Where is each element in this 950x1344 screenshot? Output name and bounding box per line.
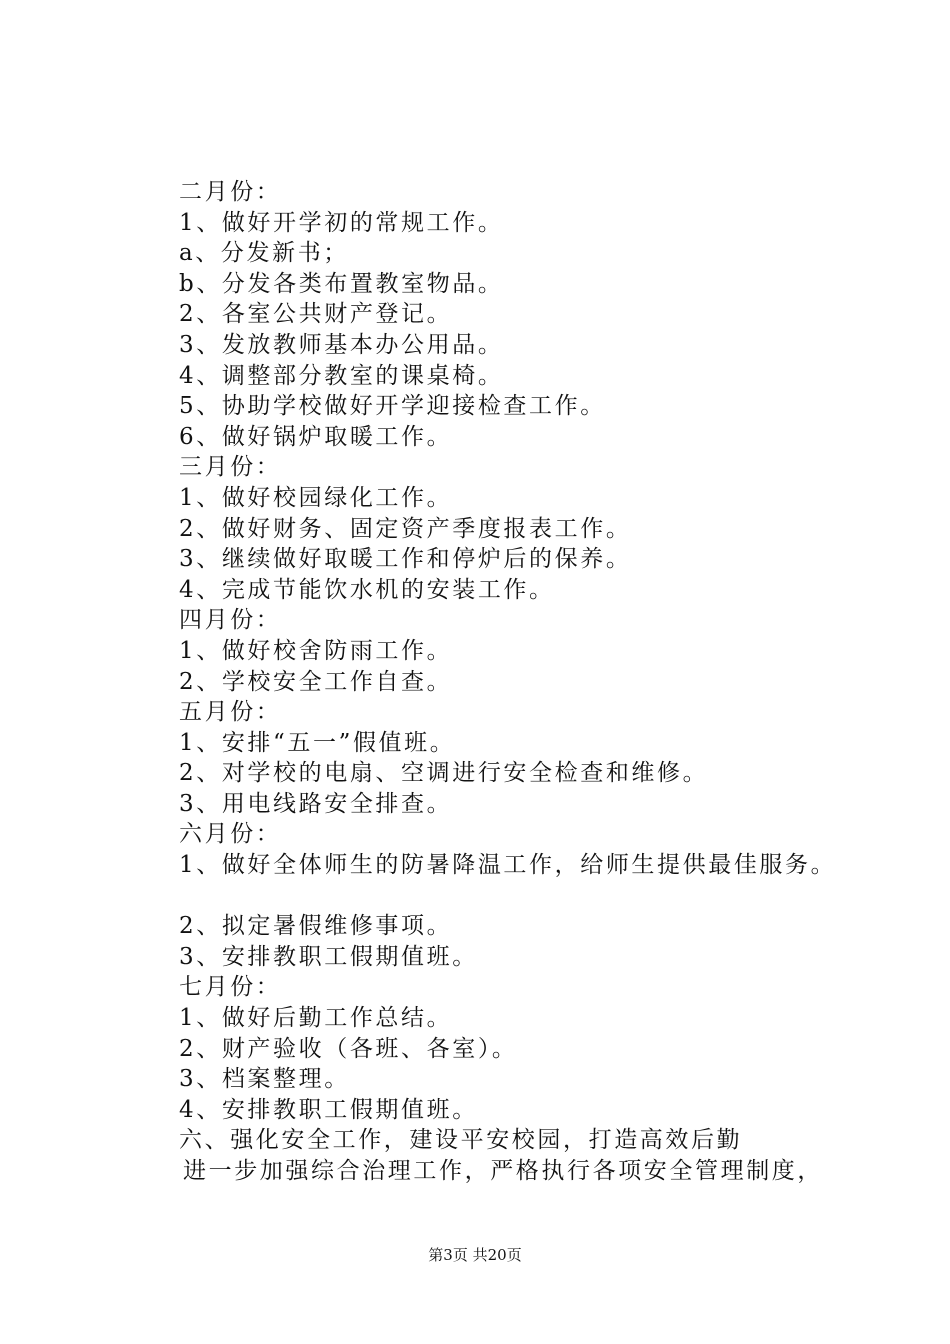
document-body <box>179 177 869 1187</box>
text-line: 2、做好财务、固定资产季度报表工作。 <box>179 515 632 542</box>
heading-february: 二月份： <box>179 179 282 205</box>
heading-april: 四月份： <box>179 607 282 634</box>
text-line: a、分发新书； <box>179 240 349 267</box>
text-line: 1、做好开学初的常规工作。 <box>179 209 504 236</box>
text-line: 4、调整部分教室的课桌椅。 <box>179 362 504 389</box>
page-number: 第3页 共20页 <box>428 1246 522 1264</box>
text-line: 1、做好后勤工作总结。 <box>179 1005 453 1032</box>
text-line: 4、安排教职工假期值班。 <box>179 1096 478 1123</box>
text-line: 3、用电线路安全排查。 <box>179 790 453 817</box>
text-line: 3、档案整理。 <box>179 1066 350 1093</box>
text-line: 1、安排“五一”假值班。 <box>179 729 456 756</box>
text-line: 3、发放教师基本办公用品。 <box>179 331 504 358</box>
text-line: 2、拟定暑假维修事项。 <box>179 913 453 940</box>
text-line: 3、安排教职工假期值班。 <box>179 943 478 970</box>
text-line: 5、协助学校做好开学迎接检查工作。 <box>179 393 606 420</box>
text-line: 3、继续做好取暖工作和停炉后的保养。 <box>179 546 632 573</box>
text-line: 2、学校安全工作自查。 <box>179 668 453 695</box>
text-line: 6、做好锅炉取暖工作。 <box>179 423 453 450</box>
text-line: 1、做好校舍防雨工作。 <box>179 637 453 664</box>
text-line: b、分发各类布置教室物品。 <box>179 270 504 297</box>
text-line: 1、做好校园绿化工作。 <box>179 484 453 511</box>
heading-may: 五月份： <box>179 699 282 726</box>
text-line: 1、做好全体师生的防暑降温工作，给师生提供最佳服务。 <box>179 852 837 879</box>
heading-june: 六月份： <box>179 821 282 848</box>
text-line: 2、财产验收（各班、各室）。 <box>179 1035 518 1062</box>
text-line: 4、完成节能饮水机的安装工作。 <box>179 576 555 603</box>
text-line: 2、各室公共财产登记。 <box>179 301 453 328</box>
text-line: 2、对学校的电扇、空调进行安全检查和维修。 <box>179 760 709 787</box>
section-heading: 六、强化安全工作，建设平安校园，打造高效后勤 <box>179 1127 743 1154</box>
paragraph-line: 进一步加强综合治理工作，严格执行各项安全管理制度， <box>183 1158 823 1184</box>
heading-july: 七月份： <box>179 974 282 1001</box>
heading-march: 三月份： <box>179 454 282 481</box>
